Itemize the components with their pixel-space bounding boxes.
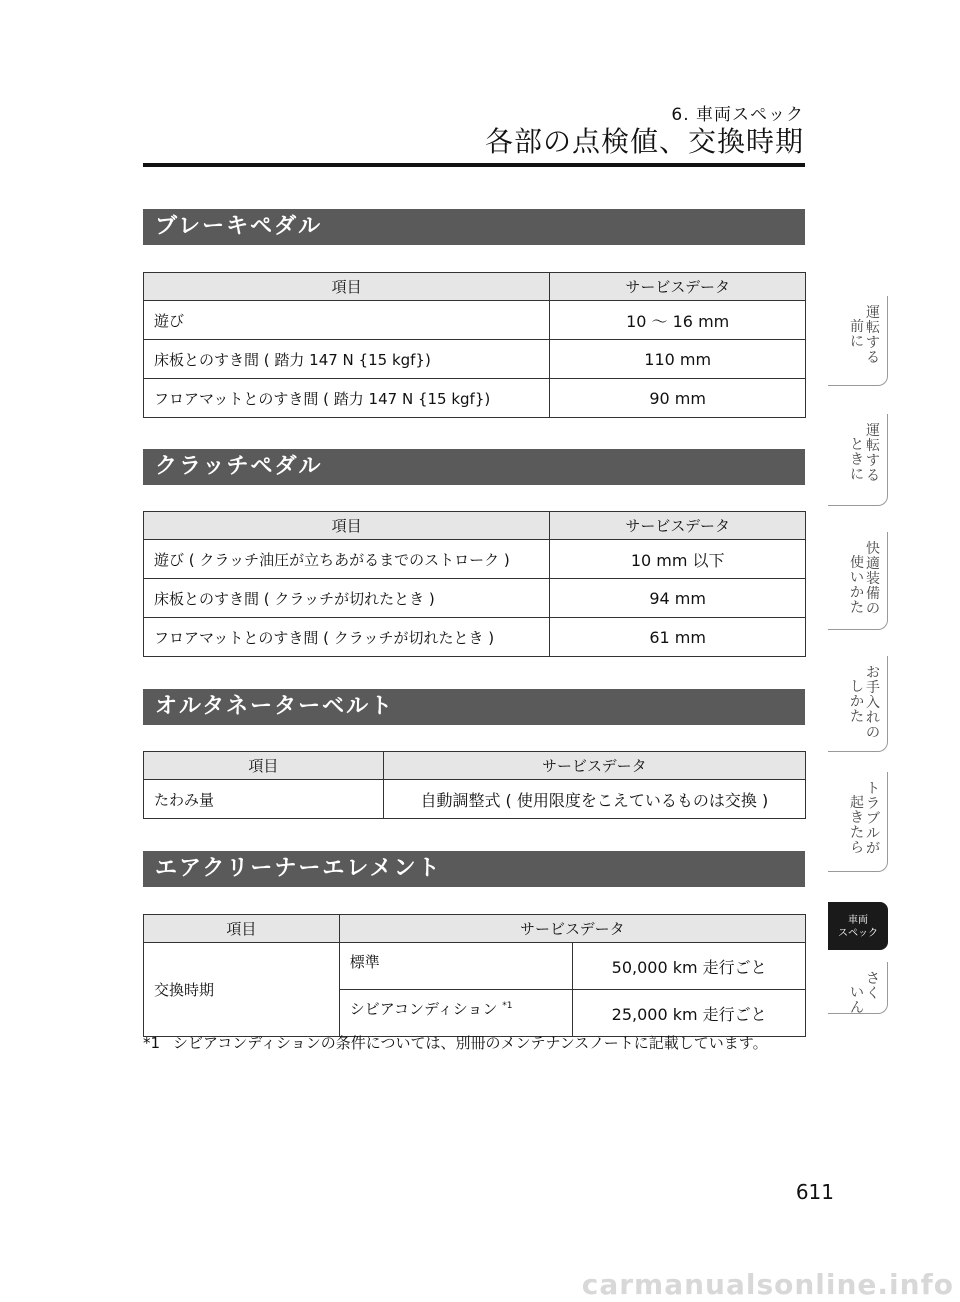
row-value: 50,000 km 走行ごと xyxy=(573,943,806,990)
column-header-service-data: サービスデータ xyxy=(339,915,805,943)
column-header-service-data: サービスデータ xyxy=(550,512,806,540)
column-header-item: 項目 xyxy=(144,273,550,301)
side-tab-label: 使いかた xyxy=(850,555,864,616)
chapter-label: 6. 車両スペック xyxy=(671,105,804,125)
row-item: たわみ量 xyxy=(144,780,384,819)
table-header-row xyxy=(144,273,806,301)
side-tab-label-line: スペック xyxy=(838,928,878,939)
side-tab-label: ときに xyxy=(850,437,864,483)
side-tab-while-driving[interactable] xyxy=(828,414,888,506)
row-condition xyxy=(339,990,573,1037)
condition-label: シビアコンディション xyxy=(349,1000,498,1018)
table-row xyxy=(144,379,806,418)
air-cleaner-table xyxy=(143,914,806,1037)
column-header-item: 項目 xyxy=(144,512,550,540)
header-rule xyxy=(143,163,805,167)
section-title-alternator-belt: オルタネーターベルト xyxy=(143,689,805,725)
table-row xyxy=(144,340,806,379)
side-tab-trouble[interactable] xyxy=(828,772,888,872)
column-header-service-data: サービスデータ xyxy=(550,273,806,301)
row-item: 床板とのすき間 ( 踏力 147 N {15 kgf}) xyxy=(144,340,550,379)
footnote-ref: *1 xyxy=(502,1001,513,1011)
side-tab-label: しかた xyxy=(850,679,864,725)
side-tab-label-line: 車両 xyxy=(848,915,868,926)
side-tab-label xyxy=(828,902,888,940)
row-value: 90 mm xyxy=(550,379,806,418)
table-row xyxy=(144,780,806,819)
section-title-clutch-pedal: クラッチペダル xyxy=(143,449,805,485)
section-title-air-cleaner-element: エアクリーナーエレメント xyxy=(143,851,805,887)
side-tab-label: トラブルが xyxy=(866,781,880,857)
row-value: 94 mm xyxy=(550,579,806,618)
side-tab-index[interactable] xyxy=(828,962,888,1014)
side-tab-label: 起きたら xyxy=(850,795,864,856)
table-row xyxy=(144,943,806,990)
side-tab-label: いん xyxy=(850,985,864,1016)
side-tab-label: 快適装備の xyxy=(866,541,880,617)
alternator-belt-table xyxy=(143,751,806,819)
side-tab-before-driving[interactable] xyxy=(828,296,888,386)
page-number: 611 xyxy=(795,1180,834,1204)
footnote-mark: *1 xyxy=(143,1034,161,1052)
row-item: フロアマットとのすき間 ( クラッチが切れたとき ) xyxy=(144,618,550,657)
row-value: 25,000 km 走行ごと xyxy=(573,990,806,1037)
row-item: 遊び xyxy=(144,301,550,340)
table-row xyxy=(144,540,806,579)
row-condition: 標準 xyxy=(339,943,573,990)
side-tab-label: 運転する xyxy=(866,305,880,366)
column-header-item: 項目 xyxy=(144,915,340,943)
row-value: 110 mm xyxy=(550,340,806,379)
page-title: 各部の点検値、交換時期 xyxy=(484,125,804,158)
table-row xyxy=(144,618,806,657)
row-item: 遊び ( クラッチ油圧が立ちあがるまでのストローク ) xyxy=(144,540,550,579)
table-row xyxy=(144,579,806,618)
watermark: carmanualsonline.info xyxy=(581,1268,954,1301)
side-tab-vehicle-specs[interactable] xyxy=(828,902,888,950)
section-title-brake-pedal: ブレーキペダル xyxy=(143,209,805,245)
clutch-pedal-table xyxy=(143,511,806,657)
row-item: フロアマットとのすき間 ( 踏力 147 N {15 kgf}) xyxy=(144,379,550,418)
table-header-row xyxy=(144,915,806,943)
table-header-row xyxy=(144,512,806,540)
table-header-row xyxy=(144,752,806,780)
side-tab-label: 前に xyxy=(850,319,864,350)
row-value: 自動調整式 ( 使用限度をこえているものは交換 ) xyxy=(383,780,805,819)
column-header-item: 項目 xyxy=(144,752,384,780)
side-tab-label: 運転する xyxy=(866,423,880,484)
side-tab-label: さく xyxy=(866,971,880,1002)
row-item: 床板とのすき間 ( クラッチが切れたとき ) xyxy=(144,579,550,618)
column-header-service-data: サービスデータ xyxy=(383,752,805,780)
row-item: 交換時期 xyxy=(144,943,340,1037)
table-row xyxy=(144,301,806,340)
footnote xyxy=(143,1032,808,1054)
side-tab-label: お手入れの xyxy=(866,665,880,741)
row-value: 61 mm xyxy=(550,618,806,657)
side-tab-maintenance[interactable] xyxy=(828,656,888,752)
row-value: 10 〜 16 mm xyxy=(550,301,806,340)
footnote-text: シビアコンディションの条件については、別冊のメンテナンスノートに記載しています。 xyxy=(173,1034,768,1052)
brake-pedal-table xyxy=(143,272,806,418)
row-value: 10 mm 以下 xyxy=(550,540,806,579)
side-tab-comfort-equipment[interactable] xyxy=(828,532,888,630)
